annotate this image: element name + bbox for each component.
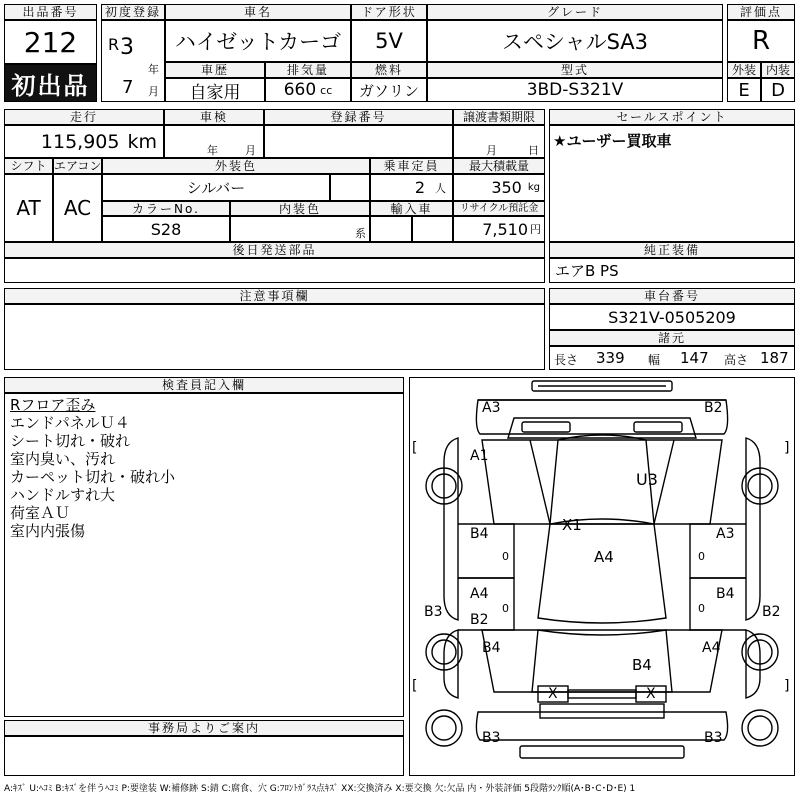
note-line: エンドパネルＵ４ [10, 414, 130, 432]
note-line: 室内内張傷 [10, 522, 86, 540]
specs-label: 諸元 [549, 330, 795, 346]
mileage-unit: km [127, 130, 157, 153]
reg-year: 3 [120, 35, 134, 60]
recycle-unit: 円 [530, 223, 541, 236]
first-registration-label: 初度登録 [101, 4, 165, 20]
mark-a3-top: A3 [482, 400, 501, 416]
displacement-value: 660 [283, 80, 317, 100]
note-line: ハンドルすれ大 [10, 486, 116, 504]
caution [4, 304, 545, 370]
note-line: 荷室ＡＵ [10, 504, 71, 522]
import-cell-2 [412, 216, 453, 242]
genuine-equipment-label: 純正装備 [549, 242, 795, 258]
displacement [265, 78, 351, 102]
width-value: 147 [680, 349, 709, 367]
height-label: 高さ [724, 353, 749, 367]
mark-a4-left: A4 [470, 586, 489, 602]
exterior-score-label: 外装 [727, 62, 761, 78]
year-unit: 年 [148, 63, 159, 76]
air-conditioner: AC [53, 174, 102, 242]
registration-no [264, 125, 453, 158]
note-line: Rフロア歪み [10, 396, 96, 414]
fuel: ガソリン [351, 78, 427, 102]
zero-mark-left-rear: 0 [502, 602, 509, 615]
note-line: カーペット切れ・破れ小 [10, 468, 176, 486]
zero-mark-right-rear: 0 [698, 602, 705, 615]
mark-b3-bottom-right: B3 [704, 730, 723, 746]
shift-label: シフト [4, 158, 53, 174]
mark-a1: A1 [470, 448, 489, 464]
inspector-notes [4, 393, 404, 717]
overall-score: R [727, 20, 795, 62]
grade-label: グレード [427, 4, 723, 20]
sales-point: ★ユーザー買取車 [553, 132, 672, 150]
transfer-deadline [453, 125, 545, 158]
inspection-month-unit: 月 [245, 144, 256, 157]
exterior-color-extra [330, 174, 370, 201]
ac-label: エアコン [54, 159, 102, 173]
era: R [108, 35, 120, 54]
displacement-label: 排気量 [265, 62, 351, 78]
interior-score: D [761, 78, 795, 102]
mark-b2-left: B2 [470, 612, 489, 628]
first-registration-box [101, 20, 165, 102]
auction-number-label: 出品番号 [4, 4, 97, 20]
mileage [4, 125, 164, 158]
model-code: 3BD-S321V [427, 78, 723, 102]
door-type: 5V [351, 20, 427, 62]
auction-number: 212 [4, 20, 97, 64]
mileage-label: 走行 [4, 109, 164, 125]
chassis-number: S321V-0505209 [549, 304, 795, 330]
note-line: 室内臭い、汚れ [10, 450, 116, 468]
bracket-right-front: ] [784, 440, 790, 456]
office-info-label: 事務局よりご案内 [4, 720, 404, 736]
vehicle-history: 自家用 [165, 78, 265, 102]
bracket-left-front: [ [412, 440, 418, 456]
length-label: 長さ [554, 353, 579, 367]
first-listing-badge: 初出品 [4, 64, 97, 102]
transfer-month-unit: 月 [486, 144, 497, 157]
sales-point-label: セールスポイント [549, 109, 795, 125]
interior-color [230, 216, 370, 242]
inspector-notes-label: 検査員記入欄 [4, 377, 404, 393]
inspection-label: 車検 [164, 109, 264, 125]
interior-color-suffix: 系 [355, 227, 366, 240]
grade: スペシャルSA3 [427, 20, 723, 62]
max-load-label: 最大積載量 [453, 158, 545, 174]
fuel-label: 燃料 [351, 62, 427, 78]
mark-x1: X1 [562, 516, 582, 534]
height-value: 187 [760, 349, 789, 367]
displacement-unit: cc [320, 83, 333, 97]
mark-b4-left-front: B4 [470, 526, 489, 542]
mileage-value: 115,905 [40, 130, 120, 153]
recycle-fee [453, 216, 545, 242]
capacity [370, 174, 453, 201]
later-parts [4, 258, 545, 283]
transfer-deadline-label: 譲渡書類期限 [453, 109, 545, 125]
chassis-label: 車台番号 [549, 288, 795, 304]
import-label: 輸入車 [370, 201, 453, 216]
caution-label: 注意事項欄 [4, 288, 545, 304]
door-type-label: ドア形状 [351, 4, 427, 20]
import-cell-1 [370, 216, 412, 242]
legend: A:ｷｽﾞ U:ﾍｺﾐ B:ｷｽﾞを伴うﾍｺﾐ P:要塗装 W:補修跡 S:錆 C:腐食、穴 G:ﾌﾛﾝﾄｶﾞﾗｽ点ｷｽﾞ XX:交換済み X:要交換 欠:欠品 内・外装評価 5段階ﾗﾝｸ順(A･B･C･D･E) 1 [4, 784, 636, 794]
max-load [453, 174, 545, 201]
interior-color-label: 内装色 [230, 201, 370, 216]
mark-b4-left-rear: B4 [482, 640, 501, 656]
mark-b4-rear-center: B4 [632, 656, 652, 674]
mark-a3-right: A3 [716, 526, 735, 542]
month-unit: 月 [148, 85, 159, 98]
reg-month: 7 [122, 77, 134, 98]
zero-mark-left-front: 0 [502, 550, 509, 563]
recycle-label: リサイクル預託金 [453, 201, 545, 216]
model-name-label: 車名 [165, 4, 351, 20]
model-code-label: 型式 [427, 62, 723, 78]
capacity-value: 2 [414, 178, 425, 197]
inspection [164, 125, 264, 158]
recycle-value: 7,510 [482, 219, 528, 239]
car-diagram-svg [410, 378, 794, 775]
mark-b4-right-mid: B4 [716, 586, 735, 602]
exterior-color-label: 外装色 [102, 158, 370, 174]
model-name: ハイゼットカーゴ [165, 20, 351, 62]
note-line: シート切れ・破れ [10, 432, 131, 450]
bracket-right-rear: ] [784, 678, 790, 694]
color-no-label: カラーNo. [102, 201, 230, 216]
interior-score-label: 内装 [761, 62, 795, 78]
specs [549, 346, 795, 370]
transfer-day-unit: 日 [528, 144, 539, 157]
office-info [4, 736, 404, 776]
capacity-unit: 人 [435, 181, 446, 195]
max-load-value: 350 [491, 178, 522, 197]
exterior-score: E [727, 78, 761, 102]
mark-x-right: X [646, 686, 656, 702]
mark-b2-right: B2 [762, 604, 781, 620]
bracket-left-rear: [ [412, 678, 418, 694]
mark-b3-left: B3 [424, 604, 443, 620]
history-label: 車歴 [165, 62, 265, 78]
zero-mark-right-front: 0 [698, 550, 705, 563]
length-value: 339 [596, 349, 625, 367]
genuine-equipment: エアB PS [549, 258, 795, 283]
inspection-year-unit: 年 [207, 144, 218, 157]
mark-b2-top: B2 [704, 400, 723, 416]
inspector-notes-list [10, 396, 175, 540]
mark-a4-center: A4 [594, 548, 614, 566]
mark-b3-bottom-left: B3 [482, 730, 501, 746]
mark-x-left: X [548, 686, 558, 702]
registration-no-label: 登録番号 [264, 109, 453, 125]
later-parts-label: 後日発送部品 [4, 242, 545, 258]
car-diagram [409, 377, 795, 776]
max-load-unit: kg [527, 182, 540, 193]
color-number: S28 [102, 216, 230, 242]
capacity-label: 乗車定員 [370, 158, 453, 174]
score-label: 評価点 [727, 4, 795, 20]
mark-u3: U3 [636, 470, 658, 489]
exterior-color: シルバー [102, 174, 330, 201]
sales-point-box [549, 125, 795, 242]
width-label: 幅 [648, 353, 661, 367]
mark-a4-right: A4 [702, 640, 721, 656]
shift: AT [4, 174, 53, 242]
